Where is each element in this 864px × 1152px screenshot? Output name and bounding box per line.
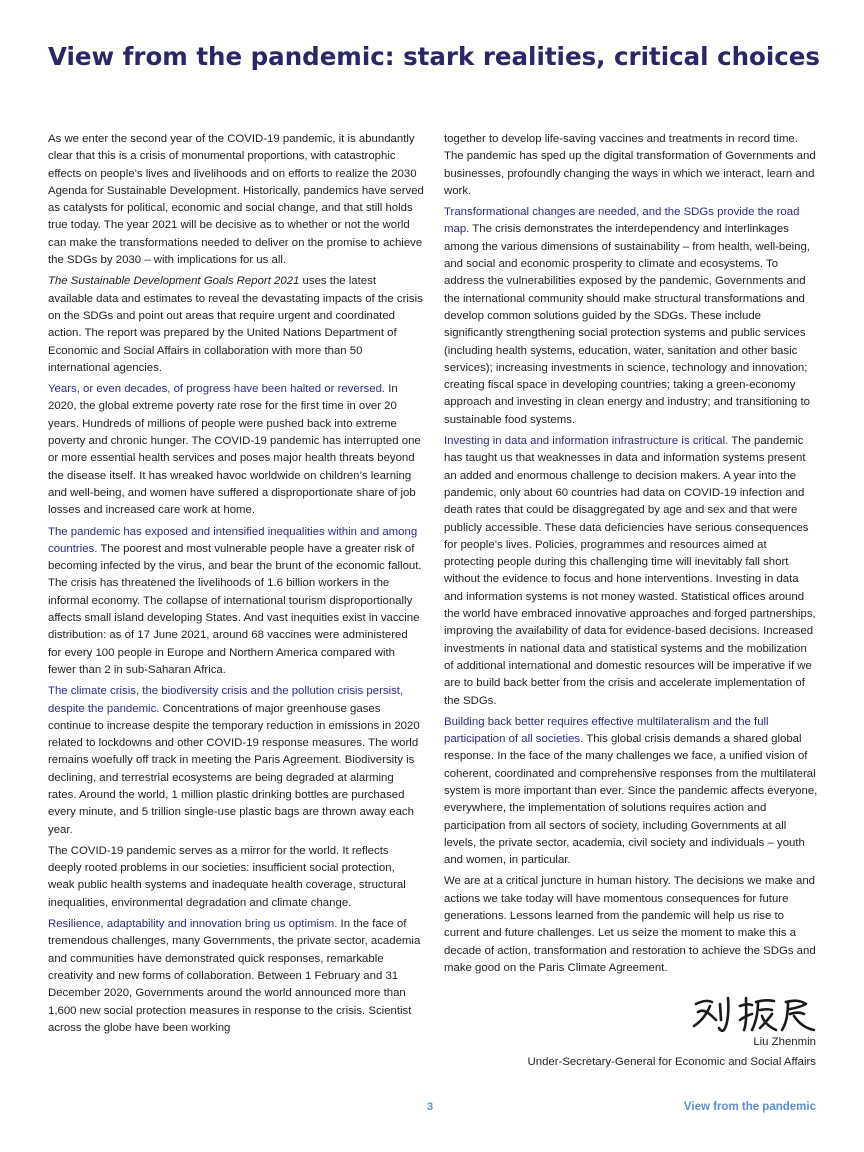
- paragraph-resilience: [48, 916, 424, 1037]
- heading-progress: Years, or even decades, of progress have been halted or reversed.: [48, 383, 386, 396]
- paragraph-mirror: The COVID-19 pandemic serves as a mirror for the world. It reflects deeply rooted problems in our societies: insufficient social protection, weak public health systems and inadequate health coverage, structural inequalities, environmental degradation and climate change.: [48, 844, 406, 909]
- paragraph-road-map-body: The crisis demonstrates the interdependency and interlinkages among the various dimensions of sustainability – from health, well-being, and social and economic prosperity to climate and ecosystems. To address the vulnerabilities exposed by the pandemic, Governments and the international community should make structural transformations and develop common solutions guided by the SDGs. These include significantly strengthening social protection systems and public services (including health systems, education, water, sanitation and other basic services); increasing investments in science, technology and innovation; creating fiscal space in developing countries; taking a green-economy approach and investing in clean energy and industry; and transitioning to sustainable food systems.: [444, 223, 811, 426]
- footer-section-title: View from the pandemic: [683, 1101, 816, 1113]
- paragraph-progress: [48, 381, 424, 519]
- report-title-italic: The Sustainable Development Goals Report 2021: [48, 275, 300, 288]
- page-title: View from the pandemic: stark realities, critical choices: [48, 42, 821, 71]
- paragraph-climate-body: Concentrations of major greenhouse gases continue to increase despite the temporary reduction in emissions in 2020 related to lockdowns and other COVID-19 response measures. The world remains woefully off track in meeting the Paris Agreement. Biodiversity is declining, and terrestrial ecosystems are being degraded at alarming rates. Around the world, 1 million plastic drinking bottles are purchased every minute, and 5 trillion single-use plastic bags are thrown away each year.: [48, 702, 420, 836]
- signatory-role: Under-Secretary-General for Economic and Social Affairs: [527, 1056, 816, 1068]
- heading-road-map: Transformational changes are needed, and the SDGs provide the road map.: [444, 206, 800, 236]
- paragraph-road-map: [444, 204, 818, 429]
- paragraph-report-body: uses the latest available data and estimates to reveal the devastating impacts of the crisis on the SDGs and point out areas that require urgent and coordinated action. The report was prepared by the United Nations Department of Economic and Social Affairs in collaboration with more than 50 international agencies.: [48, 275, 423, 374]
- paragraph-data-body: The pandemic has taught us that weaknesses in data and information systems present an added and enormous challenge to decision makers. A year into the pandemic, only about 60 countries had data on COVID-19 infection and death rates that could be disaggregated by age and sex and that were publicly accessible. These data deficiencies have serious consequences for people’s lives. Policies, programmes and resources aimed at protecting people during this challenging time will inevitably fall short without the evidence to focus and hone interventions. Investing in data and information systems is not money wasted. Statistical offices around the world have embraced innovative approaches and forged partnerships, improving the availability of data for evidence-based decisions. Increased investments in national data and statistical systems and the mobilization of additional international and domestic resources will be imperative if we are to build back better from the crisis and accelerate implementation of the SDGs.: [444, 435, 816, 707]
- page-number: 3: [427, 1101, 434, 1113]
- left-column: [48, 131, 424, 1041]
- paragraph-resilience-body: In the face of tremendous challenges, many Governments, the private sector, academia and communities have demonstrated quick responses, remarkable creativity and new forms of collaboration. Between 1 February and 31 December 2020, Governments around the world announced more than 1,600 new social protection measures in response to the crisis. Scientist across the globe have been working: [48, 918, 421, 1034]
- paragraph-continuation: together to develop life-saving vaccines and treatments in record time. The pandemic has sped up the digital transformation of Governments and businesses, profoundly changing the ways in which we interact, learn and work.: [444, 133, 816, 197]
- paragraph-inequalities: [48, 524, 424, 680]
- signatory-name: Liu Zhenmin: [753, 1036, 816, 1048]
- heading-climate: The climate crisis, the biodiversity crisis and the pollution crisis persist, despite the pandemic.: [48, 685, 404, 715]
- paragraph-multilateralism-body: This global crisis demands a shared global response. In the face of the many challenges we face, a unified vision of coherent, coordinated and comprehensive responses from the multilateral system is more important than ever. Since the pandemic affects everyone, everywhere, the implementation of solutions requires action and participation from all sectors of society, including Governments at all levels, the private sector, academia, civil society and individuals – youth and women, in particular.: [444, 733, 818, 867]
- paragraph-inequalities-body: The poorest and most vulnerable people have a greater risk of becoming infected by the virus, and bear the brunt of the economic fallout. The crisis has threatened the livelihoods of 1.6 billion workers in the informal economy. The collapse of international tourism disproportionally affects small island developing States. And vast inequities exist in vaccine distribution: as of 17 June 2021, around 68 vaccines were administered for every 100 people in Europe and Northern America compared with fewer than 2 in sub-Saharan Africa.: [48, 542, 422, 676]
- signature-image: [690, 990, 820, 1036]
- paragraph-intro: As we enter the second year of the COVID-19 pandemic, it is abundantly clear that this is a crisis of monumental proportions, with catastrophic effects on people’s lives and livelihoods and on efforts to realize the 2030 Agenda for Sustainable Development. Historically, pandemics have served as catalysts for political, economic and social change, and that still holds true today. The year 2021 will be decisive as to whether or not the world can make the transformations needed to deliver on the promise to achieve the SDGs by 2030 – with implications for us all.: [48, 133, 424, 267]
- heading-resilience: Resilience, adaptability and innovation bring us optimism.: [48, 918, 338, 931]
- paragraph-conclusion: We are at a critical juncture in human history. The decisions we make and actions we take today will have momentous consequences for future generations. Lessons learned from the pandemic will help us rise to current and future challenges. Let us seize the moment to make this a decade of action, transformation and restoration to achieve the SDGs and make good on the Paris Climate Agreement.: [444, 875, 816, 974]
- heading-multilateralism: Building back better requires effective multilateralism and the full participation of all societies.: [444, 715, 769, 746]
- paragraph-climate: [48, 683, 424, 839]
- paragraph-progress-body: In 2020, the global extreme poverty rate rose for the first time in over 20 years. Hundreds of millions of people were pushed back into extreme poverty and chronic hunger. The COVID-19 pandemic has interrupted one or more essential health services and poses major health threats beyond the disease itself. It has wreaked havoc worldwide on children’s learning and well-being, and women have suffered a disproportionate share of job losses and increased care work at home.: [48, 383, 421, 517]
- paragraph-multilateralism: [444, 714, 818, 870]
- heading-data: Investing in data and information infrastructure is critical.: [444, 435, 729, 448]
- right-column: [444, 131, 818, 981]
- paragraph-data: [444, 433, 818, 710]
- paragraph-report: [48, 273, 424, 377]
- heading-inequalities: The pandemic has exposed and intensified inequalities within and among countries.: [48, 525, 418, 555]
